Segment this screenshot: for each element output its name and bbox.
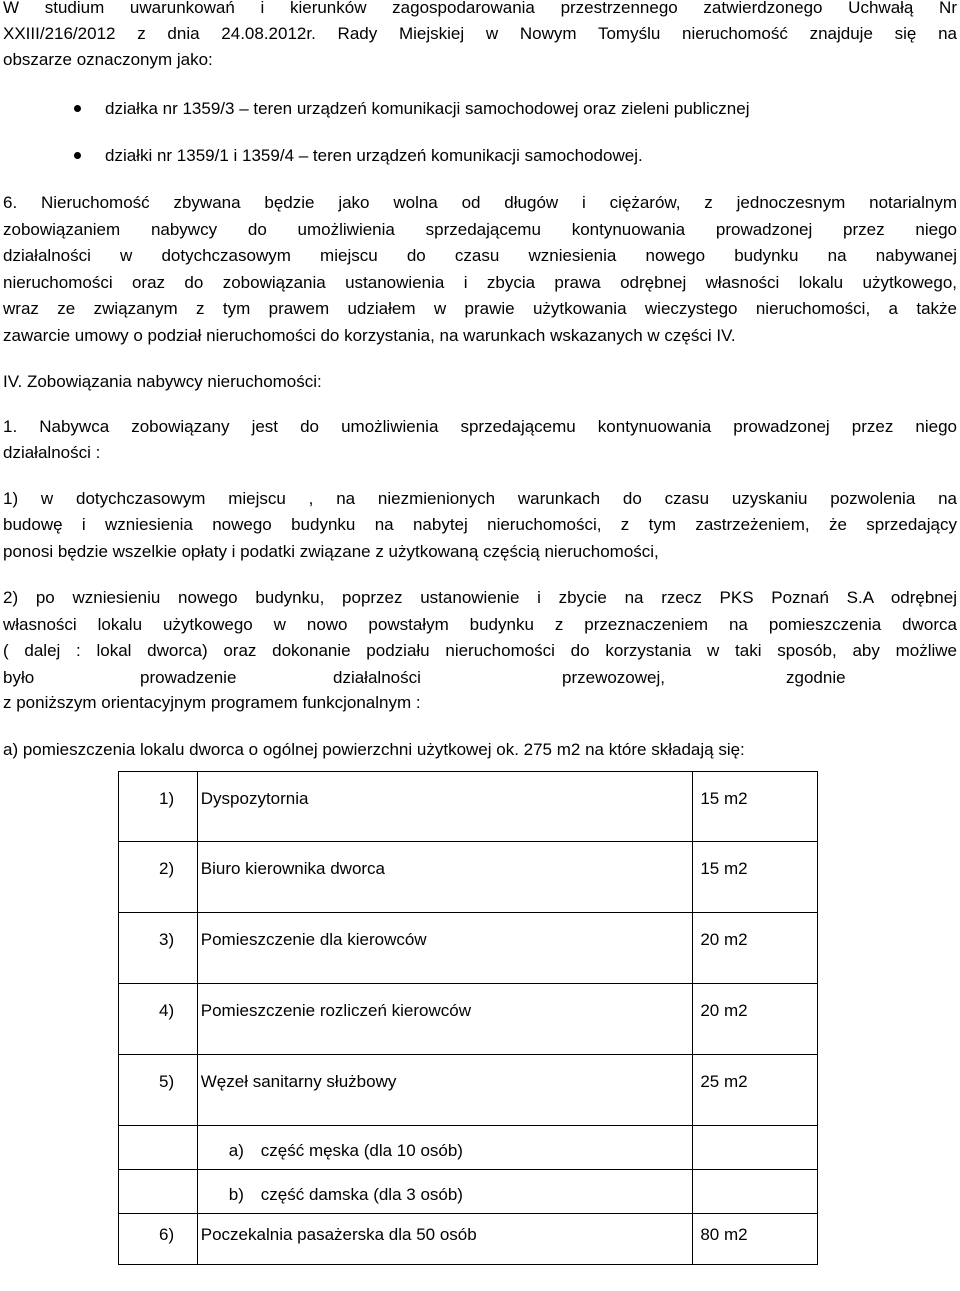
item1-2-line-2: własności lokalu użytkowego w nowo powstałym budynku z przeznaczeniem na pomieszczenia dworca — [3, 615, 957, 634]
item1-2-line-1: 2) po wzniesieniu nowego budynku, poprzez ustanowienie i zbycie na rzecz PKS Poznań S.A odrębnej — [3, 588, 957, 607]
room-name: Biuro kierownika dworca — [200, 859, 386, 878]
room-name: Pomieszczenie dla kierowców — [200, 930, 427, 949]
table-row — [119, 842, 818, 913]
word: prowadzenie — [140, 668, 237, 687]
row-number: 5) — [159, 1072, 175, 1091]
item1-1-line-3: ponosi będzie wszelkie opłaty i podatki związane z użytkowaną częścią nieruchomości, — [3, 542, 659, 561]
table-row — [119, 772, 818, 842]
item-a-heading: a) pomieszczenia lokalu dworca o ogólnej powierzchni użytkowej ok. 275 m2 na które składają się: — [3, 740, 745, 759]
bullet-item-1: działka nr 1359/3 – teren urządzeń komunikacji samochodowej oraz zieleni publicznej — [105, 99, 750, 118]
item1-2-line-3: ( dalej : lokal dworca) oraz dokonanie podziału nieruchomości do korzystania w taki sposób, aby możliwe — [3, 641, 957, 660]
row-number: 3) — [159, 930, 175, 949]
table-row — [119, 984, 818, 1055]
sub-item-number: a) — [228, 1141, 244, 1160]
sub-item-name: część damska (dla 3 osób) — [260, 1185, 463, 1204]
room-area: 15 m2 — [700, 789, 748, 808]
word: działalności — [333, 668, 421, 687]
intro-line-1: W studium uwarunkowań i kierunków zagospodarowania przestrzennego zatwierdzonego Uchwałą Nr — [3, 0, 957, 17]
sub-item-name: część męska (dla 10 osób) — [260, 1141, 463, 1160]
room-area: 15 m2 — [700, 859, 748, 878]
row-number: 4) — [159, 1001, 175, 1020]
sub-item-number: b) — [228, 1185, 244, 1204]
room-name: Poczekalnia pasażerska dla 50 osób — [200, 1225, 477, 1244]
para6-line-5: wraz ze związanym z tym prawem udziałem w prawie użytkowania wieczystego nieruchomości, a także — [3, 299, 957, 318]
row-number: 1) — [159, 789, 175, 808]
item1-1-line-1: 1) w dotychczasowym miejscu , na niezmienionych warunkach do czasu uzyskaniu pozwolenia na — [3, 489, 957, 508]
word: przewozowej, — [562, 668, 665, 687]
table-row — [119, 913, 818, 984]
bullet-dot — [74, 152, 81, 159]
word: było — [3, 668, 35, 687]
room-area: 20 m2 — [700, 1001, 748, 1020]
row-number: 6) — [159, 1225, 175, 1244]
intro-line-3: obszarze oznaczonym jako: — [3, 50, 213, 69]
item1-line-2: działalności : — [3, 443, 101, 462]
section-iv-title: IV. Zobowiązania nabywcy nieruchomości: — [3, 372, 322, 391]
room-area: 20 m2 — [700, 930, 748, 949]
para6-line-2: zobowiązaniem nabywcy do umożliwienia sprzedającemu kontynuowania prowadzonej przez niego — [3, 220, 957, 239]
room-area: 25 m2 — [700, 1072, 748, 1091]
row-number: 2) — [159, 859, 175, 878]
bullet-dot — [74, 105, 81, 112]
room-name: Węzeł sanitarny służbowy — [200, 1072, 397, 1091]
rooms-table — [118, 771, 818, 1265]
item1-1-line-2: budowę i wzniesienia nowego budynku na nabytej nieruchomości, z tym zastrzeżeniem, że sprzedający — [3, 515, 957, 534]
para6-line-6: zawarcie umowy o podział nieruchomości do korzystania, na warunkach wskazanych w części IV. — [3, 326, 736, 345]
para6-line-3: działalności w dotychczasowym miejscu do czasu wzniesienia nowego budynku na nabywanej — [3, 246, 957, 265]
table-row — [119, 1126, 818, 1170]
para6-line-4: nieruchomości oraz do zobowiązania ustanowienia i zbycia prawa odrębnej własności lokalu użytkowego, — [3, 273, 957, 292]
room-name: Dyspozytornia — [200, 789, 309, 808]
room-area: 80 m2 — [700, 1225, 748, 1244]
para6-line-1: 6. Nieruchomość zbywana będzie jako wolna od długów i ciężarów, z jednoczesnym notarialnym — [3, 193, 957, 212]
table-row — [119, 1170, 818, 1214]
item1-line-1: 1. Nabywca zobowiązany jest do umożliwienia sprzedającemu kontynuowania prowadzonej przez niego — [3, 417, 957, 436]
bullet-item-2: działki nr 1359/1 i 1359/4 – teren urządzeń komunikacji samochodowej. — [105, 146, 643, 165]
room-name: Pomieszczenie rozliczeń kierowców — [200, 1001, 471, 1020]
table-row — [119, 1055, 818, 1126]
item1-2-line-5: z poniższym orientacyjnym programem funkcjonalnym : — [3, 693, 421, 712]
intro-line-2: XXIII/216/2012 z dnia 24.08.2012r. Rady Miejskiej w Nowym Tomyślu nieruchomość znajduje się na — [3, 24, 957, 43]
table-row — [119, 1214, 818, 1265]
word: zgodnie — [786, 668, 846, 687]
